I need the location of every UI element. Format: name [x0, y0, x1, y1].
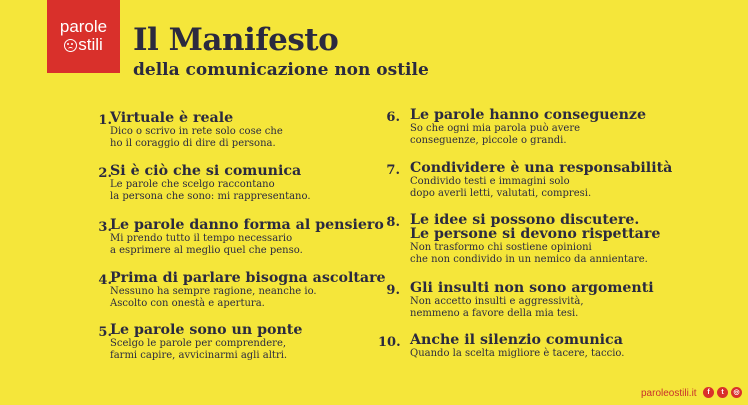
item-desc-line2: nemmeno a favore della mia tesi. [410, 308, 579, 319]
item-number: 2. [98, 166, 112, 181]
item-number: 3. [98, 220, 112, 235]
item-title: Si è ciò che si comunica [110, 163, 302, 179]
item-desc-line1: Le parole che scelgo raccontano [110, 179, 275, 190]
item-desc-line1: Condivido testi e immagini solo [410, 176, 570, 187]
item-desc-line1: So che ogni mia parola può avere [410, 123, 581, 134]
logo-line2: stili [78, 35, 103, 54]
manifesto-item-6 [380, 108, 710, 148]
manifesto-item-10 [380, 333, 710, 363]
item-title: Condividere è una responsabilità [410, 160, 673, 176]
item-desc-line2: la persona che sono: mi rappresentano. [110, 191, 311, 202]
item-desc-line1: Non accetto insulti e aggressività, [410, 296, 584, 307]
manifesto-item-1 [90, 111, 390, 151]
item-title: Le parole danno forma al pensiero [110, 217, 384, 233]
item-desc-line1: Mi prendo tutto il tempo necessario [110, 233, 293, 244]
item-desc-line1: Dico o scrivo in rete solo cose che [110, 126, 283, 137]
item-desc-line1: Nessuno ha sempre ragione, neanche io. [110, 286, 317, 297]
item-desc-line1: Quando la scelta migliore è tacere, taccio. [410, 348, 625, 359]
item-number: 7. [386, 163, 400, 178]
manifesto-item-8 [380, 213, 710, 265]
website-link[interactable]: paroleostili.it [641, 388, 697, 399]
item-number: 6. [386, 110, 400, 125]
item-desc-line1: Scelgo le parole per comprendere, [110, 338, 287, 349]
item-title: Le parole hanno conseguenze [410, 107, 646, 123]
item-title: Le idee si possono discutere. [410, 212, 640, 228]
manifesto-item-9 [380, 281, 710, 321]
item-desc-line2: a esprimere al meglio quel che penso. [110, 245, 303, 256]
item-number: 5. [98, 325, 112, 340]
facebook-icon[interactable]: f [703, 387, 714, 398]
item-title: Gli insulti non sono argomenti [410, 280, 654, 296]
item-title: Anche il silenzio comunica [410, 332, 623, 348]
page-subtitle: della comunicazione non ostile [133, 60, 429, 80]
item-number: 4. [98, 273, 112, 288]
manifesto-item-7 [380, 161, 710, 201]
item-desc-line1: Non trasformo chi sostiene opinioni [410, 242, 592, 253]
item-title: Le parole sono un ponte [110, 322, 303, 338]
item-desc-line2: farmi capire, avvicinarmi agli altri. [110, 350, 288, 361]
sad-face-icon [64, 39, 77, 52]
item-desc-line2: conseguenze, piccole o grandi. [410, 135, 567, 146]
item-desc-line2: ho il coraggio di dire di persona. [110, 138, 276, 149]
item-number: 9. [386, 283, 400, 298]
manifesto-item-2 [90, 164, 390, 204]
instagram-icon[interactable]: ◎ [731, 387, 742, 398]
twitter-icon[interactable]: t [717, 387, 728, 398]
item-desc-line2: Ascolto con onestà e apertura. [110, 298, 265, 309]
logo-line1: parole [59, 17, 108, 36]
item-title-line2: Le persone si devono rispettare [410, 226, 661, 242]
item-number: 10. [378, 335, 401, 350]
manifesto-item-5 [90, 323, 390, 363]
page-title: Il Manifesto [133, 22, 339, 58]
manifesto-item-4 [90, 271, 390, 311]
item-number: 1. [98, 113, 112, 128]
item-title: Prima di parlare bisogna ascoltare [110, 270, 386, 286]
logo-line2-wrap [47, 36, 120, 54]
manifesto-item-3 [90, 218, 390, 258]
brand-logo [47, 0, 120, 73]
item-number: 8. [386, 215, 400, 230]
item-title: Virtuale è reale [110, 110, 234, 126]
item-desc-line2: che non condivido in un nemico da annientare. [410, 254, 648, 265]
item-desc-line2: dopo averli letti, valutati, compresi. [410, 188, 592, 199]
